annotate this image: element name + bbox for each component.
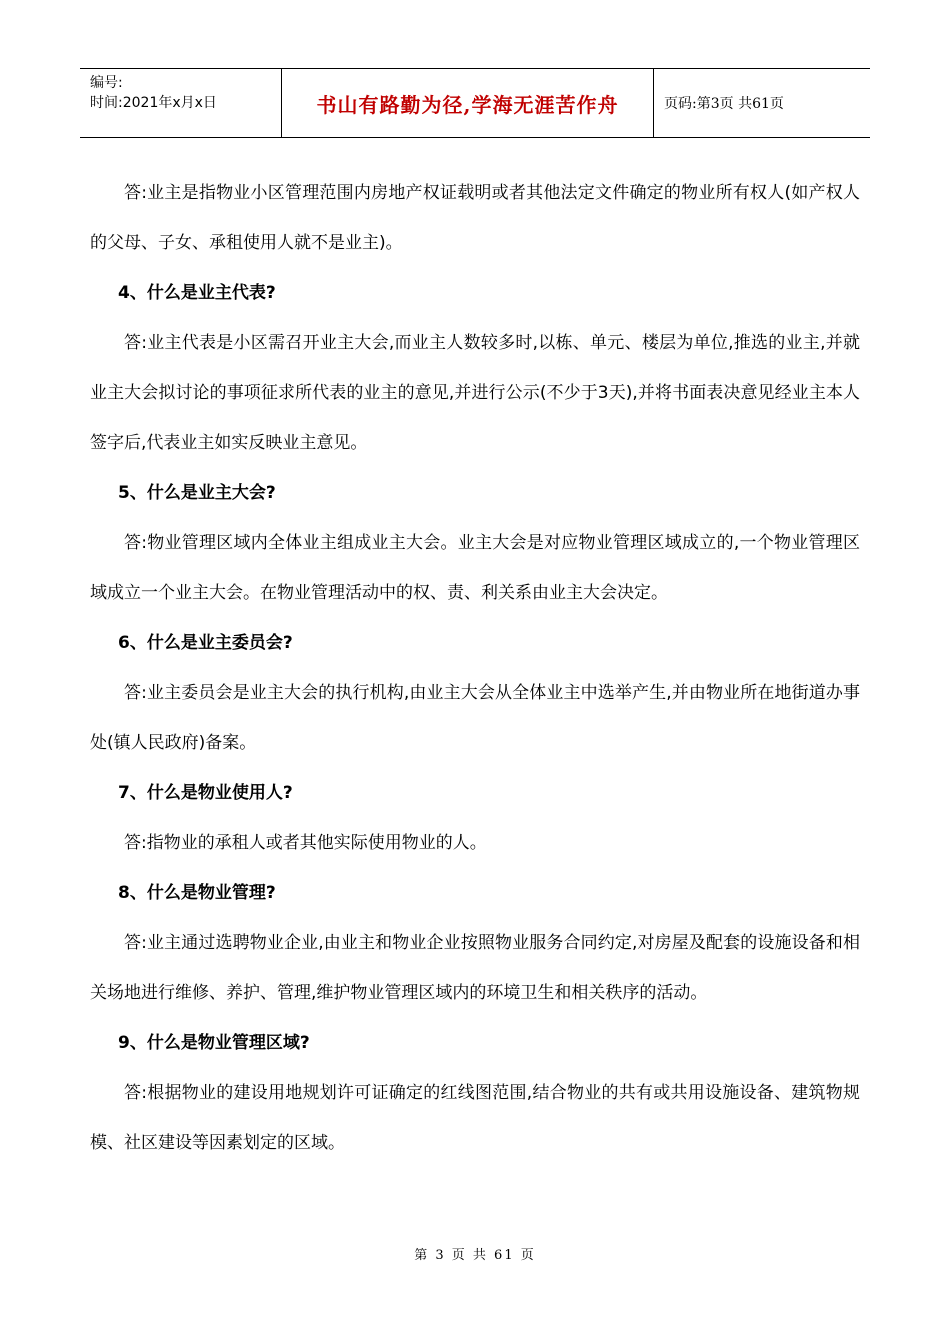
answer-paragraph: 答:业主是指物业小区管理范围内房地产权证载明或者其他法定文件确定的物业所有权人(如产权人的父母、子女、承租使用人就不是业主)。: [90, 183, 860, 253]
document-body: [90, 168, 860, 1168]
answer-paragraph: 答:业主委员会是业主大会的执行机构,由业主大会从全体业主中选举产生,并由物业所在地街道办事处(镇人民政府)备案。: [90, 683, 860, 753]
question-heading: 8、什么是物业管理?: [118, 883, 276, 903]
answer-paragraph: 答:业主代表是小区需召开业主大会,而业主人数较多时,以栋、单元、楼层为单位,推选的业主,并就业主大会拟讨论的事项征求所代表的业主的意见,并进行公示(不少于3天),并将书面表决意见经业主本人签字后,代表业主如实反映业主意见。: [90, 333, 860, 453]
question-heading: 9、什么是物业管理区域?: [118, 1033, 310, 1053]
time-label: 时间:2021年x月x日: [90, 95, 217, 111]
answer-paragraph: 答:物业管理区域内全体业主组成业主大会。业主大会是对应物业管理区域成立的,一个物业管理区域成立一个业主大会。在物业管理活动中的权、责、利关系由业主大会决定。: [90, 533, 860, 603]
header-motto: 书山有路勤为径,学海无涯苦作舟: [282, 69, 654, 137]
header-meta: [80, 69, 282, 137]
answer-paragraph: 答:根据物业的建设用地规划许可证确定的红线图范围,结合物业的共有或共用设施设备、建筑物规模、社区建设等因素划定的区域。: [90, 1083, 860, 1153]
page-header: [80, 68, 870, 138]
question-heading: 5、什么是业主大会?: [118, 483, 276, 503]
question-heading: 7、什么是物业使用人?: [118, 783, 293, 803]
header-page-info: 页码:第3页 共61页: [664, 96, 784, 112]
answer-paragraph: 答:业主通过选聘物业企业,由业主和物业企业按照物业服务合同约定,对房屋及配套的设施设备和相关场地进行维修、养护、管理,维护物业管理区域内的环境卫生和相关秩序的活动。: [90, 933, 860, 1003]
answer-paragraph: 答:指物业的承租人或者其他实际使用物业的人。: [124, 833, 487, 853]
question-heading: 6、什么是业主委员会?: [118, 633, 293, 653]
question-heading: 4、什么是业主代表?: [118, 283, 276, 303]
page-footer: 第 3 页 共 61 页: [414, 1248, 536, 1263]
number-label: 编号:: [90, 75, 123, 91]
